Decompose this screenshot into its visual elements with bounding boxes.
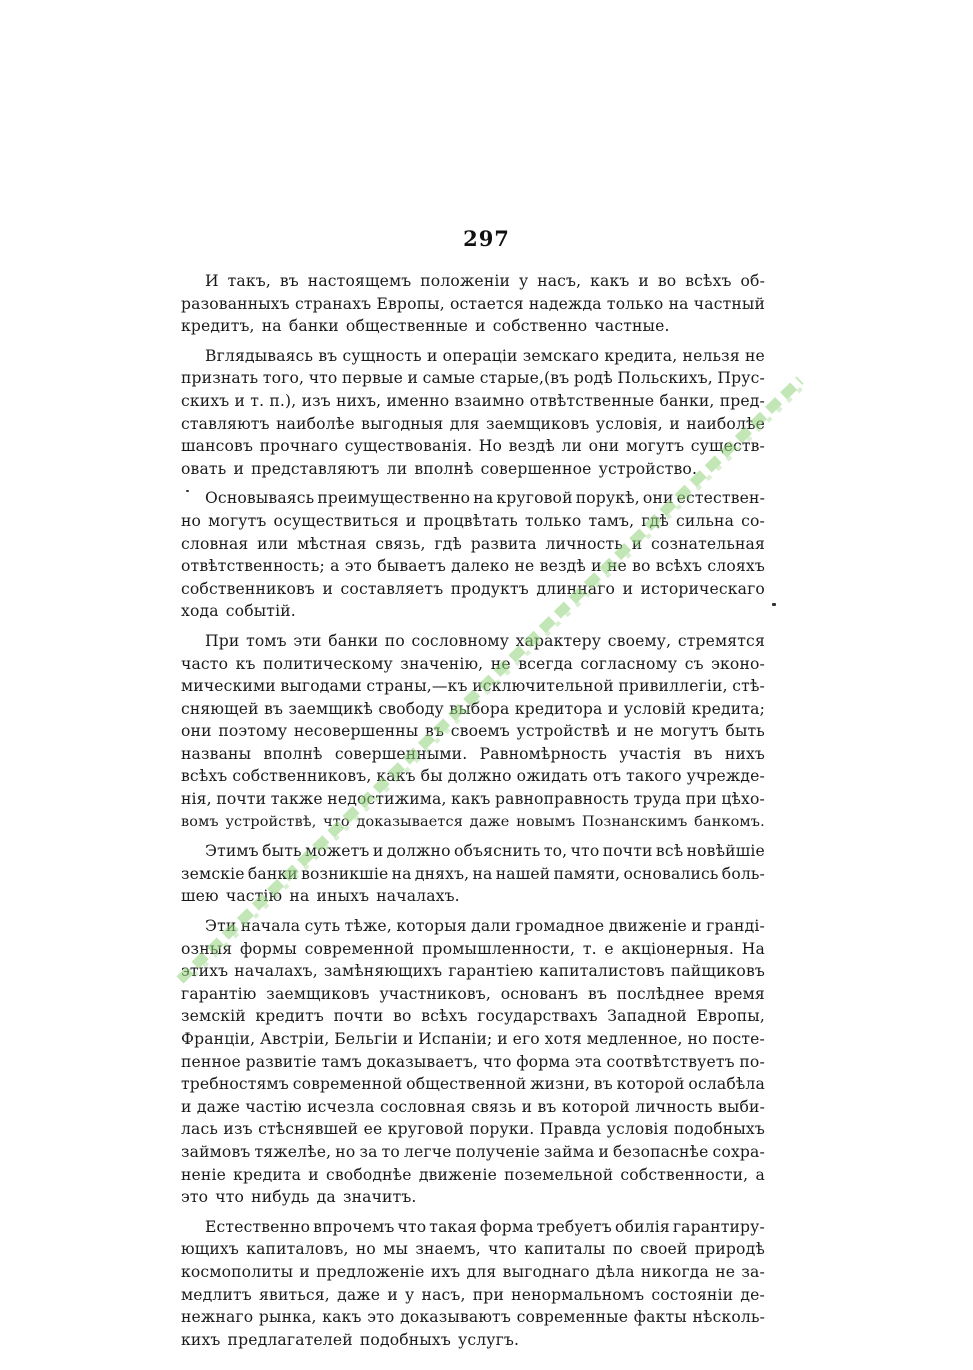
text-line: Вглядываясь въ сущность и операціи земскаго кредита, нельзя не	[205, 346, 765, 365]
paragraph	[181, 915, 765, 1209]
page-number: 297	[463, 226, 510, 251]
text-line: названы вполнѣ совершенными. Равномѣрность участія въ нихъ	[181, 744, 765, 763]
text-line: шансовъ прочнаго существованія. Но вездѣ ли они могутъ существ-	[181, 437, 765, 456]
paragraph	[181, 630, 765, 833]
text-line: требностямъ современной общественной жизни, въ которой ослабѣла	[181, 1075, 765, 1094]
text-line: собственниковъ и составляетъ продуктъ длиннаго и историческаго	[181, 579, 765, 598]
paragraph	[181, 270, 765, 338]
paragraph	[181, 840, 765, 908]
text-line: При томъ эти банки по сословному характеру своему, стремятся	[205, 631, 765, 650]
paragraph	[181, 345, 765, 481]
text-line: вомъ устройствѣ, что доказывается даже новымъ Познанскимъ банкомъ.	[181, 813, 765, 830]
text-line: лась изъ стѣснявшей ее круговой поруки. Правда условія подобныхъ	[181, 1120, 765, 1139]
paragraph	[181, 1216, 765, 1352]
text-line: отвѣтственность; а это бываетъ далеко не вездѣ и не во всѣхъ слояхъ	[181, 557, 765, 576]
text-line: И такъ, въ настоящемъ положеніи у насъ, какъ и во всѣхъ об-	[205, 272, 765, 290]
text-line: шею частію на иныхъ началахъ.	[181, 887, 460, 906]
body-text	[181, 270, 765, 1358]
text-line: они поэтому несовершенны въ своемъ устройствѣ и не могутъ быть	[181, 722, 765, 741]
text-line: всѣхъ собственниковъ, какъ бы должно ожидать отъ такого учрежде-	[181, 767, 765, 786]
text-line: скихъ и т. п.), изъ нихъ, именно взаимно отвѣтственные банки, пред-	[181, 391, 765, 410]
text-line: пенное развитіе тамъ доказываетъ, что форма эта соотвѣтствуетъ по-	[181, 1052, 765, 1071]
text-line: сняющей въ заемщикѣ свободу выбора кредитора и условій кредита;	[181, 699, 765, 718]
text-line: Этимъ быть можетъ и должно объяснить то, что почти всѣ новѣйшіе	[205, 842, 765, 861]
text-line: Естественно впрочемъ что такая форма требуетъ обилія гарантиру-	[205, 1217, 765, 1236]
text-line: нежнаго рынка, какъ это доказываютъ современные факты нѣсколь-	[181, 1308, 765, 1327]
paragraph	[181, 487, 765, 623]
text-line: хода событій.	[181, 602, 296, 621]
text-line: ющихъ капиталовъ, но мы знаемъ, что капиталы по своей природѣ	[181, 1240, 765, 1259]
text-line: неніе кредита и свободнѣе движеніе поземельной собственности, а	[181, 1165, 765, 1184]
text-line: земскій кредитъ почти во всѣхъ государствахъ Западной Европы,	[181, 1007, 765, 1026]
text-line: гарантію заемщиковъ участниковъ, основанъ въ послѣднее время	[181, 984, 765, 1003]
text-line: это что нибудь да значитъ.	[181, 1188, 417, 1207]
text-line: космополиты и предложеніе ихъ для выгоднаго дѣла никогда не за-	[181, 1262, 765, 1281]
text-line: но могутъ осуществиться и процвѣтать только тамъ, гдѣ сильна со-	[181, 511, 765, 530]
text-line: словная или мѣстная связь, гдѣ развита личность и сознательная	[181, 534, 765, 553]
text-line: Франціи, Австріи, Бельгіи и Испаніи; и его хотя медленное, но посте-	[181, 1030, 765, 1048]
text-line: кредитъ, на банки общественные и собственно частные.	[181, 317, 670, 336]
text-line: ставляютъ наиболѣе выгодныя для заемщиковъ условія, и наиболѣе	[181, 414, 765, 433]
text-line: мическими выгодами страны,—къ исключительной привиллегіи, стѣ-	[181, 677, 765, 696]
text-line: и даже частію исчезла сословная связь и въ которой личность выби-	[181, 1097, 765, 1116]
stray-mark	[186, 490, 189, 492]
stray-mark	[772, 603, 776, 606]
text-line: разованныхъ странахъ Европы, остается надежда только на частный	[181, 294, 765, 313]
text-line: часто къ политическому значенію, не всегда согласному съ эконо-	[181, 654, 765, 673]
text-line: этихъ началахъ, замѣняющихъ гарантіею капиталистовъ пайщиковъ	[181, 962, 765, 981]
text-line: Основываясь преимущественно на круговой порукѣ, они естествен-	[205, 489, 765, 508]
text-line: займовъ тяжелѣе, но за то легче полученіе займа и безопаснѣе сохра-	[181, 1142, 765, 1161]
text-line: признать того, что первые и самые старые,(въ родѣ Польскихъ, Прус-	[181, 369, 765, 388]
text-line: овать и представляютъ ли вполнѣ совершенное устройство.	[181, 459, 698, 478]
text-line: кихъ предлагателей подобныхъ услугъ.	[181, 1330, 520, 1349]
text-line: медлитъ явиться, даже и у насъ, при ненормальномъ состояніи де-	[181, 1285, 765, 1304]
text-line: Эти начала суть тѣже, которыя дали громадное движеніе и гранді-	[205, 917, 765, 936]
text-line: озныя формы современной промышленности, т. е акціонерныя. На	[181, 939, 765, 958]
text-line: нія, почти также недостижима, какъ равноправность труда при цѣхо-	[181, 790, 765, 809]
text-line: земскіе банки возникшіе на дняхъ, на нашей памяти, основались боль-	[181, 864, 765, 883]
